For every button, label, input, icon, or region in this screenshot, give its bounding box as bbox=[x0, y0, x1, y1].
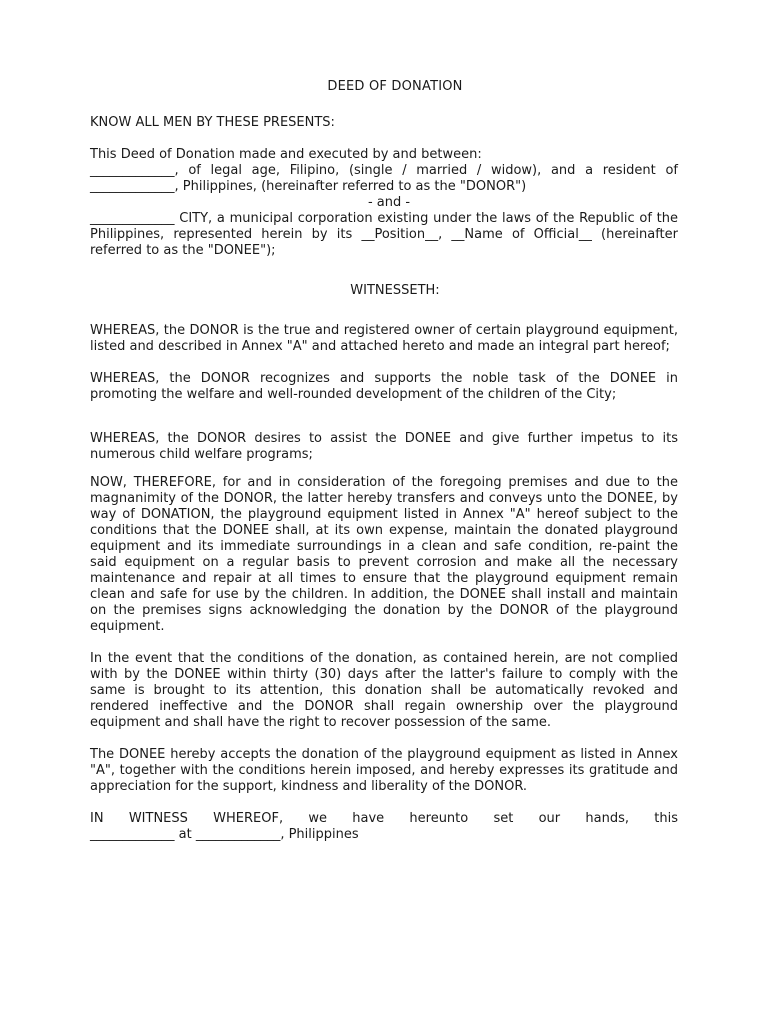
whereas-paragraph-3: WHEREAS, the DONOR desires to assist the DONEE and give further impetus to its numerous child welfare programs; bbox=[90, 431, 678, 462]
and-separator: - and - bbox=[367, 195, 411, 210]
donee-paragraph: _____________ CITY, a municipal corporation existing under the laws of the Republic of the Philippines, represented herein by its __Position__, __Name of Official__ (hereinafter referred to as the "DONEE"); bbox=[90, 211, 678, 258]
donor-paragraph: _____________, of legal age, Filipino, (single / married / widow), and a resident of _____________, Philippines, (hereinafter referred to as the "DONOR") bbox=[90, 163, 678, 194]
in-witness-text: IN WITNESS WHEREOF, we have hereunto set our hands, this bbox=[90, 811, 678, 826]
whereas-paragraph-2: WHEREAS, the DONOR recognizes and supports the noble task of the DONEE in promoting the welfare and well-rounded development of the children of the City; bbox=[90, 371, 678, 402]
opening-clause: KNOW ALL MEN BY THESE PRESENTS: bbox=[90, 115, 335, 130]
in-witness-paragraph bbox=[90, 811, 678, 827]
document-title: DEED OF DONATION bbox=[327, 79, 463, 94]
document-page bbox=[90, 77, 678, 843]
revocation-paragraph: In the event that the conditions of the donation, as contained herein, are not complied with by the DONEE within thirty (30) days after the latter's failure to comply with the same is brought to its attention, this donation shall be automatically revoked and rendered ineffective and the DONOR shall regain ownership over the playground equipment and shall have the right to recover possession of the same. bbox=[90, 651, 678, 730]
witnesseth-heading: WITNESSETH: bbox=[350, 283, 440, 298]
whereas-paragraph-1: WHEREAS, the DONOR is the true and registered owner of certain playground equipment, listed and described in Annex "A" and attached hereto and made an integral part hereof; bbox=[90, 323, 678, 354]
acceptance-paragraph: The DONEE hereby accepts the donation of the playground equipment as listed in Annex "A", together with the conditions herein imposed, and hereby expresses its gratitude and appreciation for the support, kindness and liberality of the DONOR. bbox=[90, 747, 678, 794]
in-witness-date-place: _____________ at _____________, Philippines bbox=[90, 827, 359, 842]
intro-paragraph: This Deed of Donation made and executed by and between: bbox=[90, 147, 482, 162]
now-therefore-paragraph: NOW, THEREFORE, for and in consideration of the foregoing premises and due to the magnanimity of the DONOR, the latter hereby transfers and conveys unto the DONEE, by way of DONATION, the playground equipment listed in Annex "A" hereof subject to the conditions that the DONEE shall, at its own expense, maintain the donated playground equipment and its immediate surroundings in a clean and safe condition, re-paint the said equipment on a regular basis to prevent corrosion and make all the necessary maintenance and repair at all times to ensure that the playground equipment remain clean and safe for use by the children. In addition, the DONEE shall install and maintain on the premises signs acknowledging the donation by the DONOR of the playground equipment. bbox=[90, 475, 678, 634]
